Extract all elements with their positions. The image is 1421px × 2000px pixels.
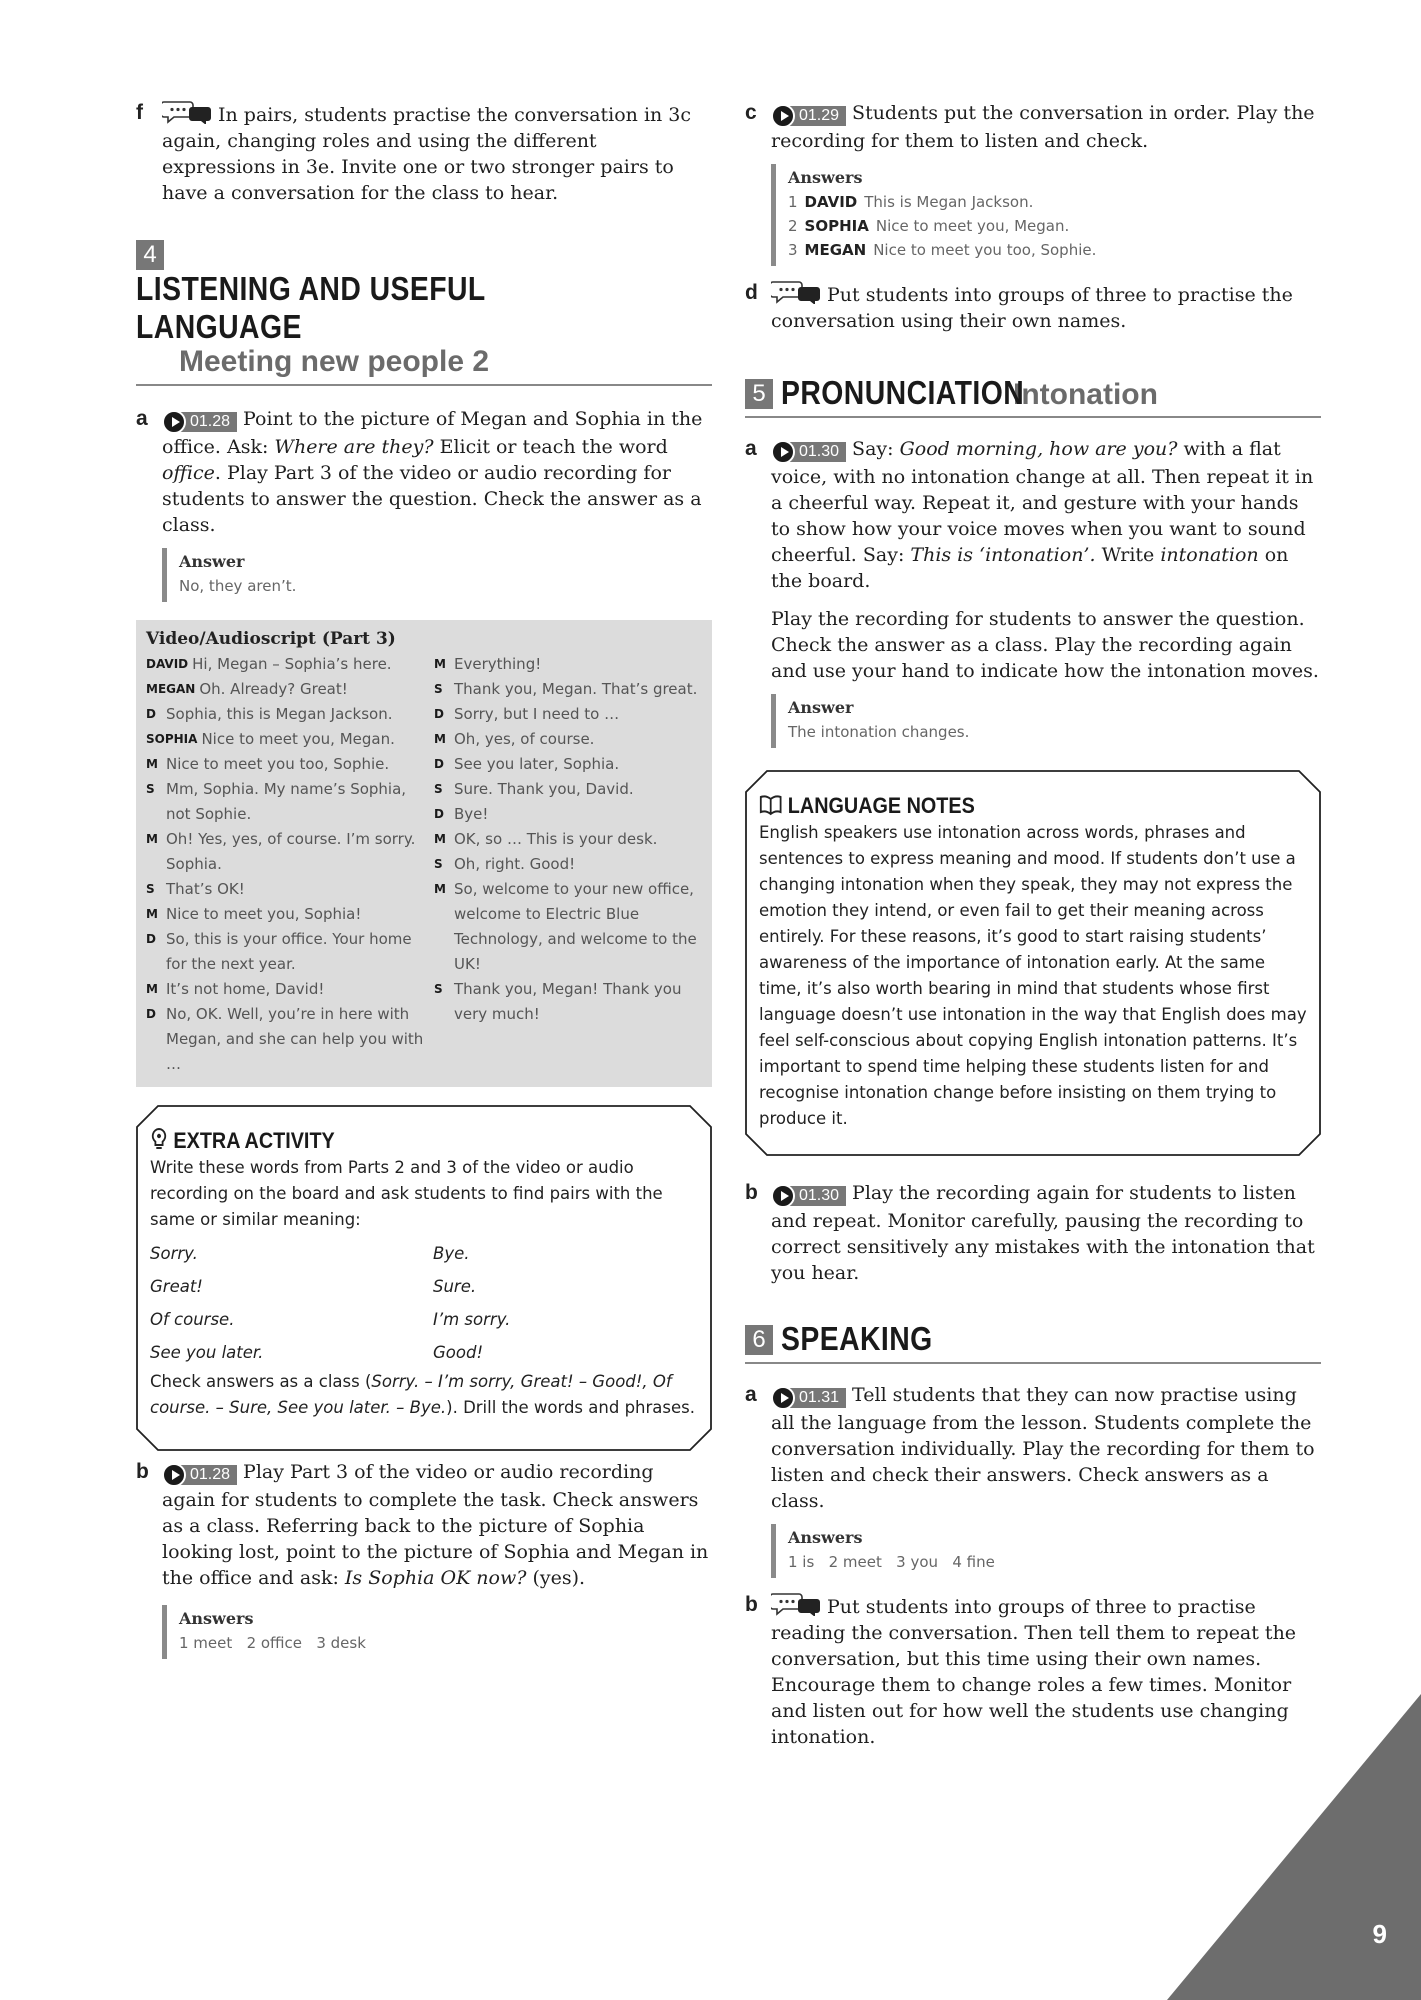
speaker-label: M: [146, 907, 158, 921]
play-icon: [771, 1386, 795, 1410]
section-number: 4: [136, 240, 164, 270]
item-letter: d: [745, 281, 758, 304]
speaker-line: Nice to meet you too, Sophie.: [166, 755, 390, 773]
word-pairs-grid: [150, 1237, 698, 1369]
play-icon: [162, 410, 186, 434]
play-icon: [771, 440, 795, 464]
section-6-heading: [745, 1320, 1321, 1364]
answer-line: [788, 190, 1321, 214]
answer-text: This is Megan Jackson.: [864, 193, 1034, 211]
item-letter: a: [745, 1383, 757, 1406]
check-text-italic: Sorry. – I’m sorry, Great! – Good!, Of course. – Sure, See you later. – Bye.: [150, 1372, 672, 1417]
activity-text: In pairs, students practise the conversation in 3c again, changing roles and using the different expressions in 3e. Invite one or two stronger pairs to have a conversation for the class to hear.: [162, 104, 692, 204]
speaker-line: Sorry, but I need to …: [454, 705, 620, 723]
speaker-label: S: [434, 782, 443, 796]
audio-track-code: 01.29: [786, 106, 846, 126]
script-line: [434, 977, 702, 1027]
answer-text: 1 meet 2 office 3 desk: [179, 1634, 366, 1652]
speaker-label: D: [434, 807, 444, 821]
extra-activity-heading: [150, 1127, 643, 1155]
activity-text-italic: intonation: [1160, 544, 1259, 566]
word-item: See you later.: [150, 1343, 264, 1362]
script-line: [146, 652, 424, 677]
speaker-line: No, OK. Well, you’re in here with Megan, and she can help you with …: [166, 1005, 424, 1073]
item-letter: c: [745, 101, 757, 124]
play-icon: [771, 104, 795, 128]
speaker-line: Oh, yes, of course.: [454, 730, 595, 748]
activity-text: Students put the conversation in order. Play the recording for them to listen and check.: [771, 102, 1315, 152]
speaker-line: Oh. Already? Great!: [199, 680, 348, 698]
page-number: 9: [1372, 1919, 1387, 1949]
answer-heading: Answer: [788, 698, 854, 717]
section-number: 6: [745, 1325, 773, 1355]
audio-track-code: 01.30: [786, 1186, 846, 1206]
activity-text: . Play Part 3 of the video or audio recording for students to answer the question. Check the answer as a class.: [162, 462, 702, 536]
speaker-label: D: [146, 707, 156, 721]
script-line: [434, 777, 702, 802]
item-letter: b: [745, 1593, 758, 1616]
activity-5b: [745, 1180, 1321, 1286]
extra-activity-text: Write these words from Parts 2 and 3 of the video or audio recording on the board and ask students to find pairs with the same or similar meaning:: [150, 1158, 663, 1229]
script-line: [434, 727, 702, 752]
speaker-line: That’s OK!: [166, 880, 245, 898]
answer-text: The intonation changes.: [788, 723, 970, 741]
answer-number: 3: [788, 241, 798, 259]
audio-track-code: 01.28: [177, 412, 237, 432]
section-title: SPEAKING: [781, 1320, 933, 1357]
speaker-label: M: [146, 982, 158, 996]
activity-text: Point to the picture of Megan and Sophia in the office. Ask:: [162, 408, 703, 458]
speaker-line: Oh, right. Good!: [454, 855, 576, 873]
play-icon: [162, 1463, 186, 1487]
speaker-label: MEGAN: [146, 682, 196, 696]
speaker-line: Nice to meet you, Megan.: [201, 730, 395, 748]
speaker-line: Thank you, Megan! Thank you very much!: [454, 980, 682, 1023]
language-notes-box: [745, 770, 1321, 1144]
activity-text: Tell students that they can now practise using all the language from the lesson. Students complete the conversation individually. Play the recording for them to listen and check their answers. Check answers as a class.: [771, 1384, 1315, 1512]
speaker-line: So, welcome to your new office, welcome to Electric Blue Technology, and welcome to the UK!: [454, 880, 697, 973]
activity-text-italic: Where are they?: [274, 436, 434, 458]
script-line: [146, 877, 424, 902]
answer-heading: Answers: [788, 1528, 863, 1547]
word-item: Of course.: [150, 1310, 235, 1329]
speaker-label: M: [434, 882, 446, 896]
activity-text-italic: Good morning, how are you?: [899, 438, 1178, 460]
activity-4b: [136, 1459, 712, 1659]
audio-track-button[interactable]: [162, 410, 237, 434]
activity-text: Put students into groups of three to practise reading the conversation. Then tell them to repeat the conversation, but this time using their own names. Encourage them to change roles a few times. Monitor and listen out for how well the students use changing intonation.: [771, 1596, 1297, 1748]
speaker-label: SOPHIA: [146, 732, 198, 746]
speaker-label: M: [146, 832, 158, 846]
left-column: [136, 100, 712, 1659]
audioscript-column-1: [146, 652, 424, 1077]
section-subtitle: Intonation: [1013, 378, 1158, 411]
answer-text: No, they aren’t.: [179, 577, 297, 595]
speaker-label: S: [434, 982, 443, 996]
audio-track-button[interactable]: [771, 1386, 846, 1410]
right-column: [745, 100, 1321, 1750]
extra-activity-check: [150, 1369, 698, 1421]
answer-text: Nice to meet you, Megan.: [875, 217, 1070, 235]
audioscript-box: [136, 620, 712, 1087]
answer-speaker: DAVID: [804, 193, 858, 211]
speaker-line: Nice to meet you, Sophia!: [166, 905, 362, 923]
activity-text: (yes).: [532, 1567, 586, 1589]
word-item: Sure.: [433, 1277, 477, 1296]
script-line: [434, 752, 702, 777]
section-number: 5: [745, 379, 773, 409]
section-subtitle: Meeting new people 2: [179, 345, 490, 378]
speaker-line: Everything!: [454, 655, 542, 673]
answer-line: [788, 238, 1321, 262]
script-line: [146, 927, 424, 977]
section-5-heading: [745, 374, 1321, 418]
answer-box: [771, 164, 1321, 266]
speaker-line: Sure. Thank you, David.: [454, 780, 634, 798]
answer-number: 2: [788, 217, 798, 235]
activity-text: Write: [1101, 544, 1155, 566]
speaker-label: D: [146, 1007, 156, 1021]
script-line: [146, 752, 424, 777]
check-text: ). Drill the words and phrases.: [446, 1398, 695, 1417]
word-item: Good!: [433, 1343, 484, 1362]
extra-activity-box: [136, 1105, 712, 1433]
script-line: [434, 677, 702, 702]
script-line: [146, 1002, 424, 1077]
answer-heading: Answers: [179, 1609, 254, 1628]
extra-activity-title: EXTRA ACTIVITY: [173, 1128, 335, 1153]
activity-text: Elicit or teach the word: [439, 436, 668, 458]
section-title: LISTENING AND USEFUL LANGUAGE: [136, 270, 486, 345]
word-item: Great!: [150, 1277, 203, 1296]
speaker-line: OK, so … This is your desk.: [454, 830, 658, 848]
item-letter: b: [136, 1460, 149, 1483]
answer-box: [771, 694, 1321, 748]
language-notes-text: English speakers use intonation across words, phrases and sentences to express meaning and mood. If students don’t use a changing intonation when they speak, they may not express the emotion they intend, or even fail to get their meaning across entirely. For these reasons, it’s good to start raising students’ awareness of the importance of intonation early. At the same time, it’s also worth bearing in mind that students whose first language doesn’t use intonation in the way that English does may feel self-conscious about copying English intonation patterns. It’s important to spend time helping these students listen for and recognise intonation change before insisting on them trying to produce it.: [759, 823, 1307, 1128]
script-line: [146, 702, 424, 727]
speaker-label: S: [146, 882, 155, 896]
page-corner-triangle: [1167, 1694, 1421, 2000]
activity-text: Play the recording again for students to listen and repeat. Monitor carefully, pausing the recording to correct sensitively any mistakes with the intonation that you hear.: [771, 1182, 1315, 1284]
audio-track-button[interactable]: [771, 440, 846, 464]
open-book-icon: [759, 794, 782, 816]
section-title: PRONUNCIATION: [781, 374, 1025, 411]
answer-box: [162, 1605, 712, 1659]
word-item: Bye.: [433, 1244, 470, 1263]
speaker-label: M: [434, 832, 446, 846]
activity-text-italic: Is Sophia OK now?: [344, 1567, 527, 1589]
activity-3d: [745, 280, 1321, 334]
section-4-heading: [136, 240, 712, 386]
activity-text-italic: office: [162, 462, 215, 484]
play-icon: [771, 1184, 795, 1208]
answer-box: [771, 1524, 1321, 1578]
script-line: [434, 852, 702, 877]
speaker-line: Mm, Sophia. My name’s Sophia, not Sophie.: [166, 780, 407, 823]
activity-text: Play the recording for students to answer the question. Check the answer as a class. Play the recording again and use your hand to indicate how the intonation moves.: [771, 608, 1319, 682]
answer-speaker: MEGAN: [804, 241, 867, 259]
audio-track-code: 01.28: [177, 1465, 237, 1485]
activity-text: Put students into groups of three to practise the conversation using their own names.: [771, 284, 1293, 332]
speaker-line: Sophia, this is Megan Jackson.: [166, 705, 393, 723]
speaker-line: Oh! Yes, yes, of course. I’m sorry. Sophia.: [166, 830, 416, 873]
speaker-label: S: [434, 857, 443, 871]
audio-track-code: 01.30: [786, 442, 846, 462]
script-line: [146, 977, 424, 1002]
activity-text: Play Part 3 of the video or audio recording again for students to complete the task. Check answers as a class. Referring back to the picture of Sophia looking lost, point to the picture of Sophia and Megan in the office and ask:: [162, 1461, 709, 1589]
answer-text: 1 is 2 meet 3 you 4 fine: [788, 1553, 995, 1571]
answer-lines: [788, 190, 1321, 262]
speech-bubbles-icon: [771, 280, 821, 304]
answer-speaker: SOPHIA: [804, 217, 869, 235]
speaker-label: M: [434, 657, 446, 671]
speaker-line: It’s not home, David!: [166, 980, 325, 998]
word-item: Sorry.: [150, 1244, 198, 1263]
script-line: [434, 827, 702, 852]
activity-6a: [745, 1382, 1321, 1578]
speech-bubbles-icon: [771, 1592, 821, 1616]
activity-5a: [745, 436, 1321, 748]
answer-heading: Answers: [788, 168, 863, 187]
answer-heading: Answer: [179, 552, 245, 571]
speaker-label: D: [434, 707, 444, 721]
activity-3c: [745, 100, 1321, 266]
speaker-label: M: [146, 757, 158, 771]
item-letter: a: [745, 437, 757, 460]
activity-4a: [136, 406, 712, 602]
item-letter: a: [136, 407, 148, 430]
activity-text: on the board.: [771, 544, 1289, 592]
audio-track-code: 01.31: [786, 1388, 846, 1408]
script-line: [434, 877, 702, 977]
speaker-line: Thank you, Megan. That’s great.: [454, 680, 698, 698]
speaker-label: S: [146, 782, 155, 796]
check-text: Check answers as a class (: [150, 1372, 372, 1391]
language-notes-title: LANGUAGE NOTES: [787, 793, 975, 818]
activity-text: Say:: [852, 438, 894, 460]
script-line: [146, 827, 424, 877]
audio-track-button[interactable]: [162, 1463, 237, 1487]
script-line: [146, 902, 424, 927]
answer-line: [788, 214, 1321, 238]
script-line: [146, 677, 424, 702]
item-letter: f: [136, 101, 143, 124]
audioscript-column-2: [424, 652, 702, 1077]
speech-bubbles-icon: [162, 100, 212, 124]
item-letter: b: [745, 1181, 758, 1204]
speaker-line: So, this is your office. Your home for the next year.: [166, 930, 412, 973]
activity-3f: [136, 100, 712, 206]
speaker-label: M: [434, 732, 446, 746]
language-notes-heading: [759, 792, 1252, 820]
answer-box: [162, 548, 712, 602]
speaker-label: DAVID: [146, 657, 189, 671]
answer-text: Nice to meet you too, Sophie.: [873, 241, 1097, 259]
speaker-label: D: [146, 932, 156, 946]
word-item: I’m sorry.: [433, 1310, 511, 1329]
lightbulb-icon: [150, 1127, 168, 1151]
activity-text: with a flat voice, with no intonation change at all. Then repeat it in a cheerful way. Repeat it, and gesture with your hands to show how your voice moves when you want to sound cheerful. Say:: [771, 438, 1314, 566]
script-line: [146, 777, 424, 827]
script-line: [146, 727, 424, 752]
speaker-label: S: [434, 682, 443, 696]
script-line: [434, 702, 702, 727]
speaker-label: D: [434, 757, 444, 771]
script-line: [434, 652, 702, 677]
audio-track-button[interactable]: [771, 1184, 846, 1208]
speaker-line: See you later, Sophia.: [454, 755, 620, 773]
audioscript-title: Video/Audioscript (Part 3): [146, 629, 396, 649]
speaker-line: Bye!: [454, 805, 489, 823]
script-line: [434, 802, 702, 827]
activity-text-italic: This is ‘intonation’.: [910, 544, 1096, 566]
speaker-line: Hi, Megan – Sophia’s here.: [192, 655, 392, 673]
answer-number: 1: [788, 193, 798, 211]
audio-track-button[interactable]: [771, 104, 846, 128]
